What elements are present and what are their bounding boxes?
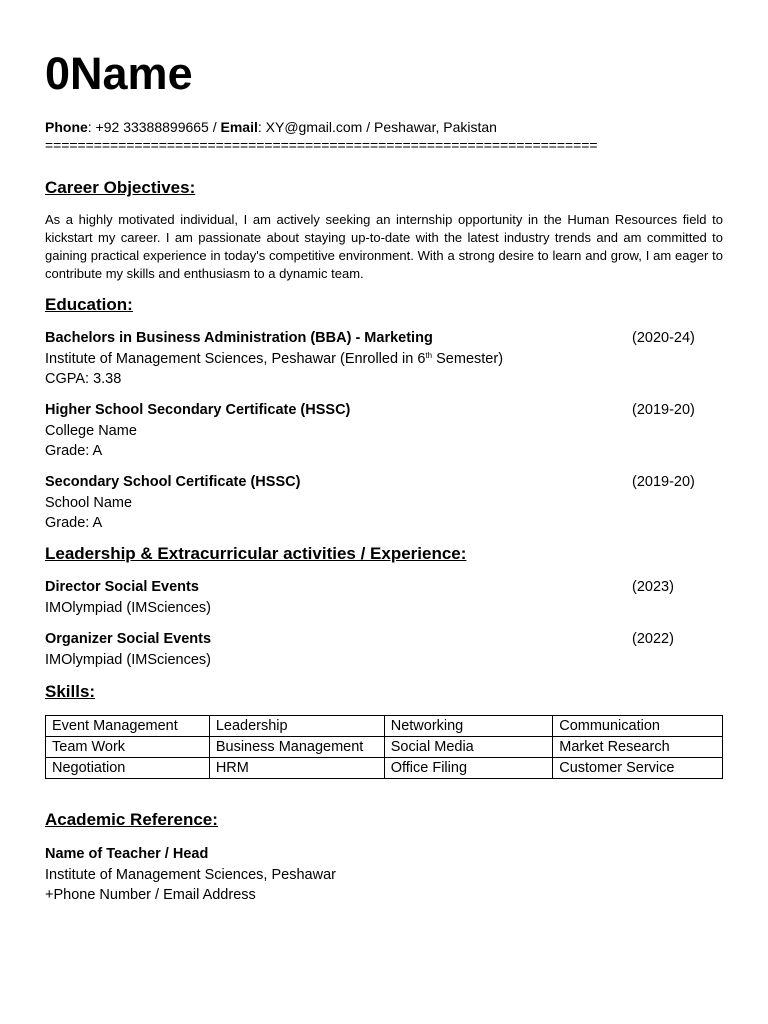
skill-cell: Team Work	[46, 737, 210, 758]
institution-text: Institute of Management Sciences, Peshawar (Enrolled in 6	[45, 350, 426, 367]
role-title: Organizer Social Events	[45, 631, 212, 647]
phone-value: : +92 33388899665 /	[87, 119, 221, 135]
degree-grade: Grade: A	[45, 515, 103, 531]
academic-reference-heading: Academic Reference:	[45, 810, 218, 829]
education-heading	[45, 295, 133, 315]
skills-row	[46, 737, 723, 758]
degree-title: Secondary School Certificate (HSSC)	[45, 474, 301, 490]
role-years: (2023)	[632, 579, 674, 595]
education-entry	[45, 400, 723, 462]
skill-cell: HRM	[209, 758, 384, 779]
degree-years: (2019-20)	[632, 474, 695, 490]
reference-contact: +Phone Number / Email Address	[45, 887, 256, 903]
experience-entry	[45, 577, 723, 618]
skill-cell: Customer Service	[553, 758, 723, 779]
institution-text-end: Semester)	[432, 350, 504, 367]
skills-heading: Skills:	[45, 682, 96, 701]
education-entry	[45, 328, 723, 390]
degree-title: Higher School Secondary Certificate (HSSC)	[45, 402, 351, 418]
degree-institution	[45, 349, 723, 370]
email-label: Email	[220, 119, 258, 135]
degree-grade: CGPA: 3.38	[45, 371, 122, 387]
education-heading-suffix: :	[127, 295, 133, 314]
phone-label: Phone	[45, 119, 88, 135]
candidate-name: 0Name	[45, 48, 193, 99]
role-organization: IMOlympiad (IMSciences)	[45, 599, 211, 616]
leadership-heading: Leadership & Extracurricular activities / Experience:	[45, 544, 467, 563]
semester-suffix: th	[425, 350, 433, 360]
contact-line	[45, 119, 497, 135]
role-organization: IMOlympiad (IMSciences)	[45, 651, 211, 668]
skill-cell: Networking	[384, 716, 553, 737]
skill-cell: Event Management	[46, 716, 210, 737]
skills-row	[46, 758, 723, 779]
role-title: Director Social Events	[45, 579, 199, 595]
skill-cell: Office Filing	[384, 758, 553, 779]
education-heading-text: Education	[45, 295, 128, 314]
reference-block	[45, 844, 336, 906]
skills-table	[45, 715, 723, 779]
separator-line: ====================================================================	[45, 137, 598, 153]
skill-cell: Negotiation	[46, 758, 210, 779]
career-objectives-text: As a highly motivated individual, I am actively seeking an internship opportunity in the Human Resources field to kickstart my career. I am passionate about staying up-to-date with the latest industry trends and am committed to gaining practical experience in today's competitive environment. With a strong desire to learn and grow, I am eager to contribute my skills and enthusiasm to a dynamic team.	[45, 212, 723, 281]
career-objectives-heading: Career Objectives:	[45, 178, 196, 197]
skill-cell: Business Management	[209, 737, 384, 758]
skill-cell: Market Research	[553, 737, 723, 758]
skill-cell: Leadership	[209, 716, 384, 737]
skills-row	[46, 716, 723, 737]
experience-entry	[45, 629, 723, 670]
degree-institution: College Name	[45, 422, 137, 439]
role-years: (2022)	[632, 631, 674, 647]
degree-institution: School Name	[45, 494, 133, 511]
skill-cell: Communication	[553, 716, 723, 737]
degree-years: (2020-24)	[632, 330, 695, 346]
skill-cell: Social Media	[384, 737, 553, 758]
degree-years: (2019-20)	[632, 402, 695, 418]
reference-name: Name of Teacher / Head	[45, 846, 209, 862]
degree-grade: Grade: A	[45, 443, 103, 459]
email-value: : XY@gmail.com / Peshawar, Pakistan	[257, 119, 497, 135]
reference-institution: Institute of Management Sciences, Peshawar	[45, 866, 336, 883]
education-entry	[45, 472, 723, 534]
degree-title: Bachelors in Business Administration (BBA) - Marketing	[45, 330, 433, 346]
